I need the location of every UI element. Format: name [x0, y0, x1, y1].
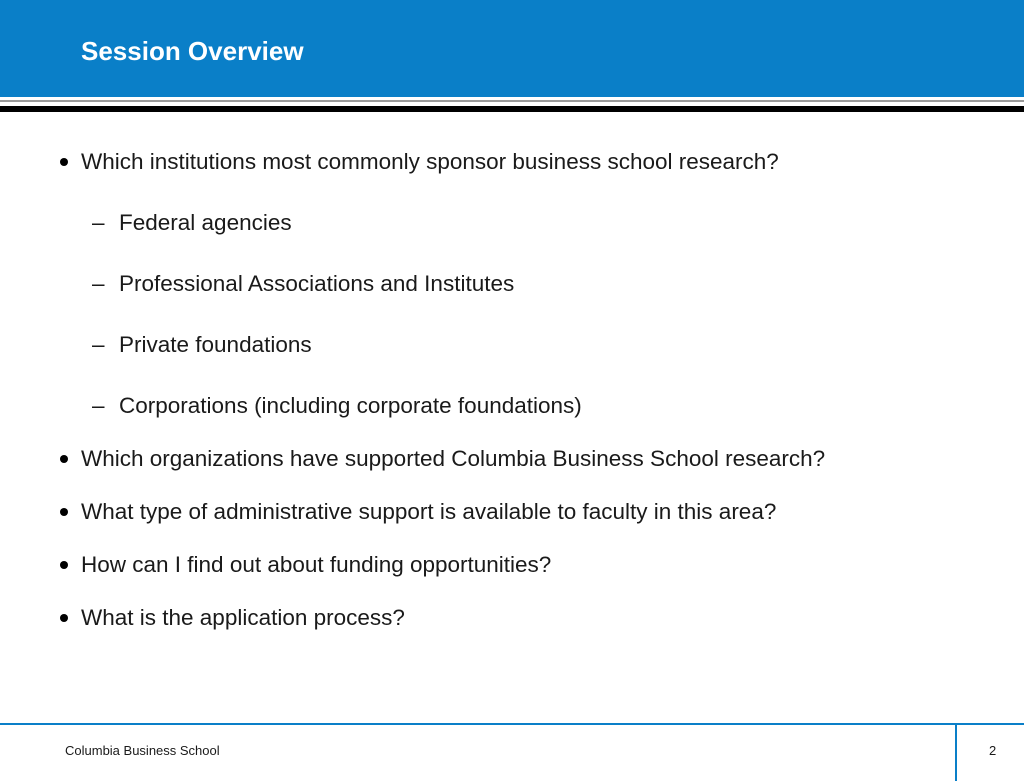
bullet-dot-icon	[60, 508, 68, 516]
footer-rule	[0, 723, 1024, 725]
bullet-dot-icon	[60, 455, 68, 463]
bullet-text: What is the application process?	[81, 605, 405, 630]
dash-marker-icon: –	[92, 393, 105, 418]
sub-bullet-text: Corporations (including corporate foundations)	[119, 393, 582, 418]
sub-bullet-text: Professional Associations and Institutes	[119, 271, 515, 296]
bullet-dot-icon	[60, 561, 68, 569]
dash-marker-icon: –	[92, 210, 105, 235]
page-number: 2	[989, 743, 997, 758]
bullet-dot-icon	[60, 158, 68, 166]
footer-organization: Columbia Business School	[65, 743, 220, 758]
bullet-text: What type of administrative support is available to faculty in this area?	[81, 499, 777, 524]
header-divider-thin	[0, 100, 1024, 102]
bullet-text: How can I find out about funding opportunities?	[81, 552, 552, 577]
footer-divider	[955, 725, 957, 781]
header-band	[0, 0, 1024, 97]
bullet-text: Which organizations have supported Columbia Business School research?	[81, 446, 826, 471]
dash-marker-icon: –	[92, 332, 105, 357]
sub-bullet-text: Federal agencies	[119, 210, 292, 235]
sub-bullet-text: Private foundations	[119, 332, 312, 357]
header-divider-thick	[0, 106, 1024, 112]
slide-title: Session Overview	[81, 36, 304, 66]
bullet-dot-icon	[60, 614, 68, 622]
dash-marker-icon: –	[92, 271, 105, 296]
bullet-text: Which institutions most commonly sponsor business school research?	[81, 149, 779, 174]
